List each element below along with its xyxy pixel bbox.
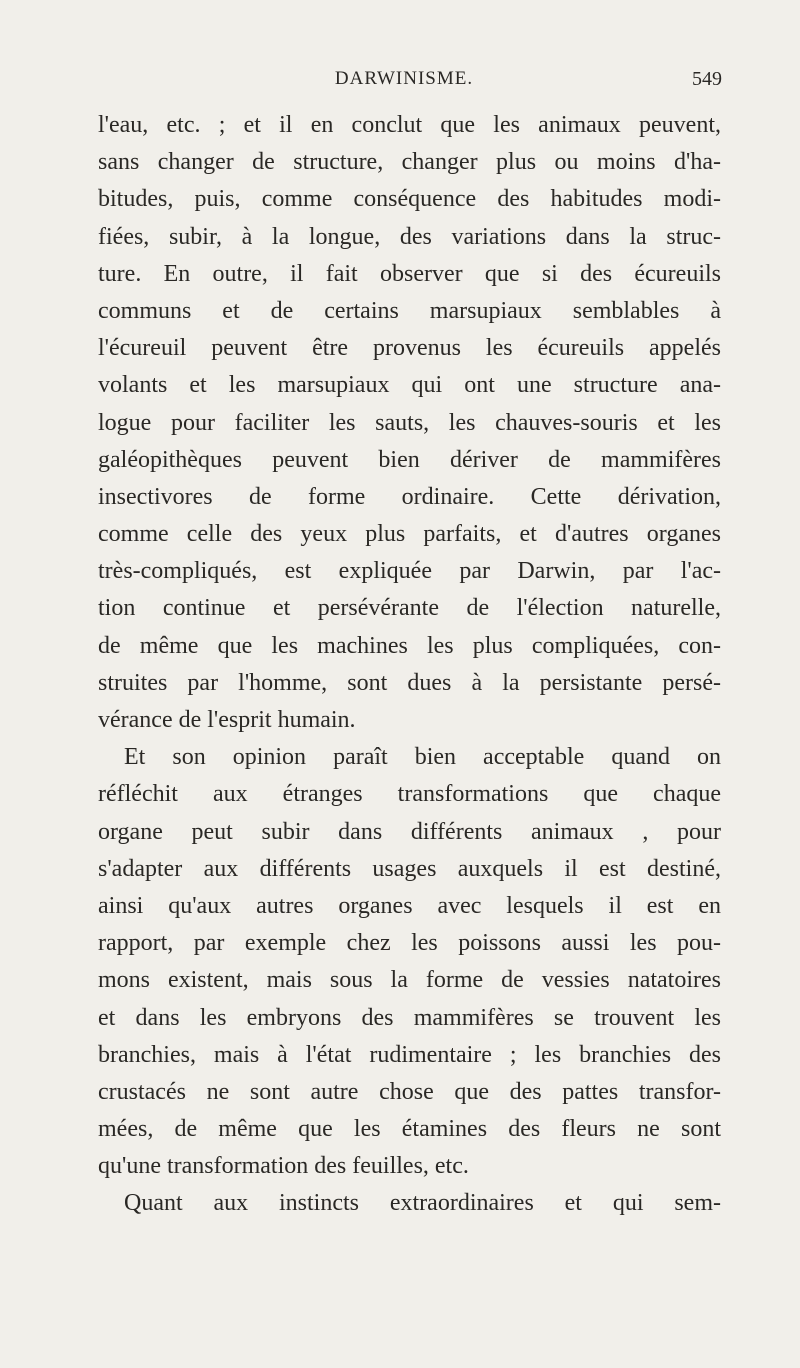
running-head [0,64,800,94]
text-line: organe peut subir dans différents animaux , pour [98,818,721,845]
text-line: et dans les embryons des mammifères se trouvent les [98,1004,721,1031]
text-line: crustacés ne sont autre chose que des pattes transfor- [98,1078,721,1105]
text-line: bitudes, puis, comme conséquence des habitudes modi- [98,186,721,213]
body-text [98,107,721,1223]
page-number: 549 [692,68,722,90]
text-line: rapport, par exemple chez les poissons aussi les pou- [98,930,721,957]
text-line: volants et les marsupiaux qui ont une structure ana- [98,372,721,399]
text-line: ainsi qu'aux autres organes avec lesquels il est en [98,892,721,919]
text-line: mées, de même que les étamines des fleurs ne sont [98,1116,721,1143]
text-line: Et son opinion paraît bien acceptable quand on [124,744,721,771]
text-line: communs et de certains marsupiaux semblables à [98,297,721,324]
text-line: l'eau, etc. ; et il en conclut que les animaux peuvent, [98,112,721,138]
text-line: fiées, subir, à la longue, des variations dans la struc- [98,223,721,250]
text-line: Quant aux instincts extraordinaires et qui sem- [124,1190,721,1217]
text-line: qu'une transformation des feuilles, etc. [98,1153,469,1180]
text-line: logue pour faciliter les sauts, les chauves-souris et les [98,409,721,436]
text-line: s'adapter aux différents usages auxquels il est destiné, [98,855,721,882]
text-line: sans changer de structure, changer plus ou moins d'ha- [98,149,721,176]
text-line: insectivores de forme ordinaire. Cette dérivation, [98,483,721,510]
running-title: DARWINISME. [334,68,474,89]
text-line: vérance de l'esprit humain. [98,707,356,733]
text-line: branchies, mais à l'état rudimentaire ; les branchies des [98,1041,721,1068]
text-line: ture. En outre, il fait observer que si des écureuils [98,260,721,287]
text-line: de même que les machines les plus compliquées, con- [98,632,721,659]
text-line: comme celle des yeux plus parfaits, et d'autres organes [98,521,721,548]
text-line: l'écureuil peuvent être provenus les écureuils appelés [98,335,721,362]
text-line: tion continue et persévérante de l'élection naturelle, [98,595,721,622]
text-line: réfléchit aux étranges transformations que chaque [98,781,721,808]
text-line: très-compliqués, est expliquée par Darwin, par l'ac- [98,558,721,585]
text-line: struites par l'homme, sont dues à la persistante persé- [98,669,721,696]
text-line: mons existent, mais sous la forme de vessies natatoires [98,967,721,994]
text-line: galéopithèques peuvent bien dériver de mammifères [98,446,721,473]
